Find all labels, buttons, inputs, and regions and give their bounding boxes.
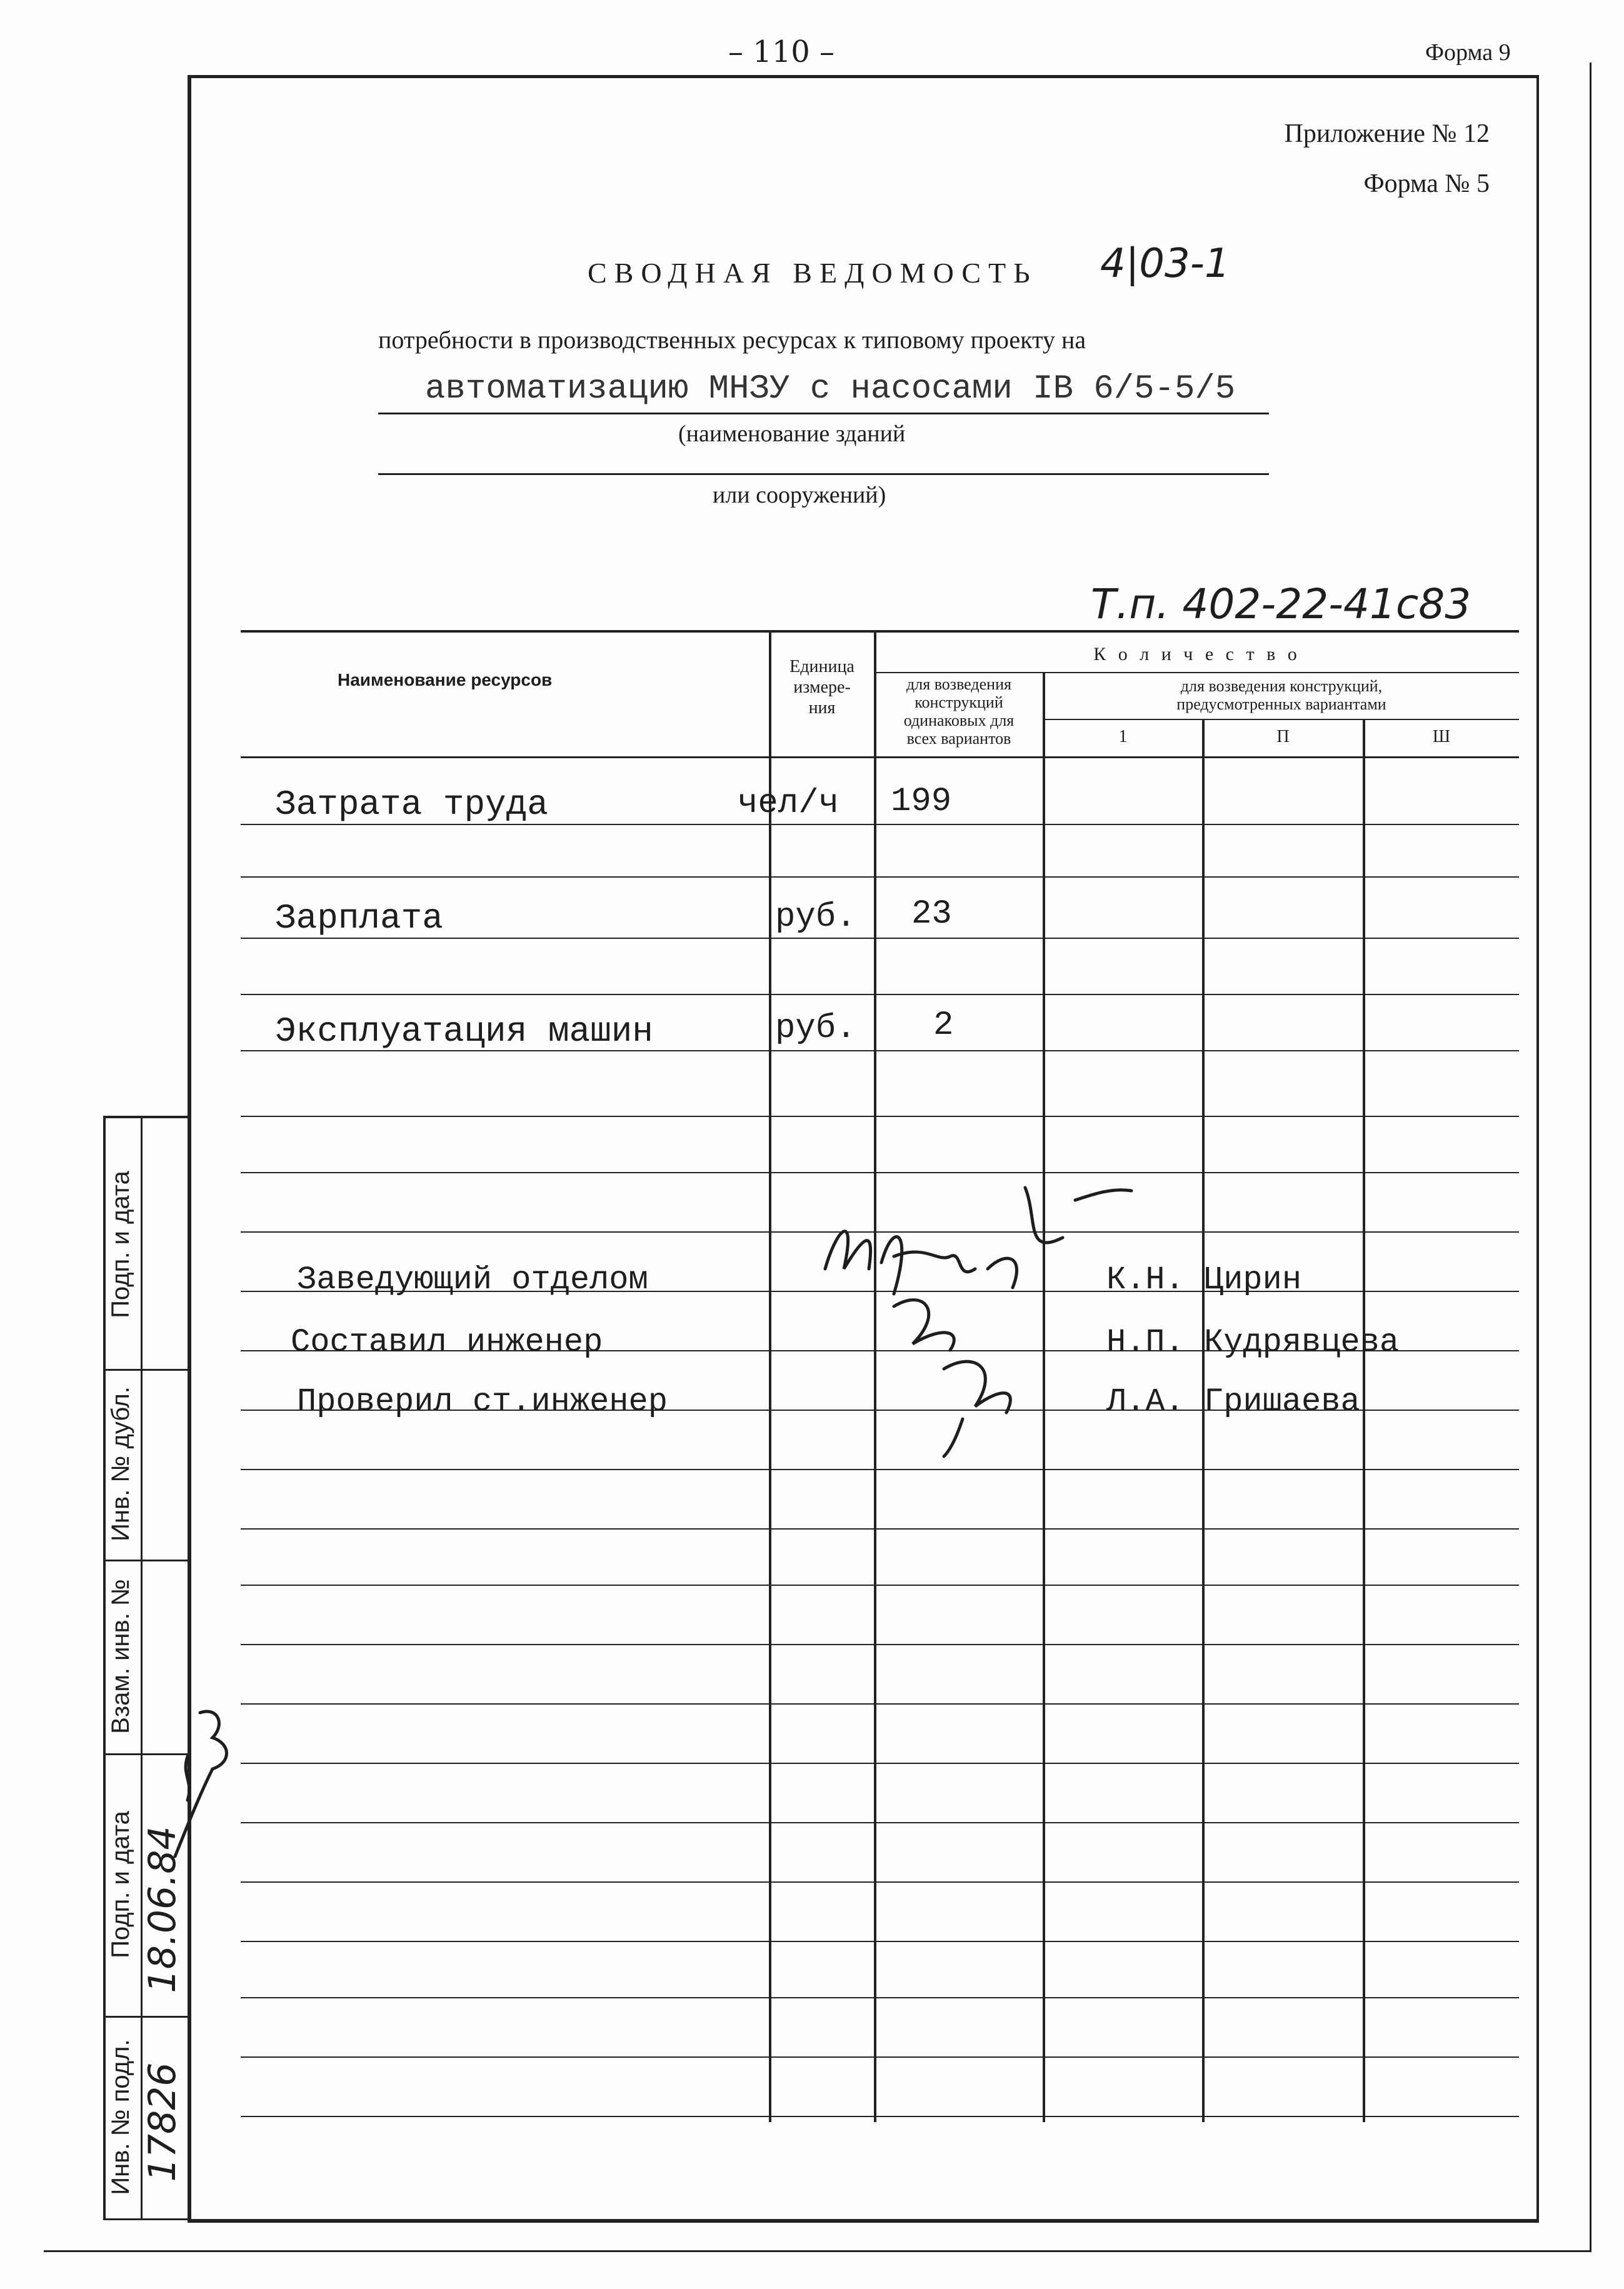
- header-bottom-line: [241, 756, 1519, 758]
- stamp-signature-scribble: [150, 1700, 244, 1863]
- signature-name-1: К.Н. Цирин: [1106, 1261, 1302, 1298]
- document-subtitle: потребности в производственных ресурсах к типовому проекту на: [378, 326, 1086, 354]
- frame-bottom: [188, 2219, 1539, 2223]
- second-underline: [378, 473, 1269, 475]
- row-3-name: Эксплуатация машин: [275, 1011, 653, 1051]
- row-3-unit: руб.: [775, 1009, 856, 1048]
- signature-role-2: Составил инженер: [291, 1324, 603, 1361]
- corner-note: Форма 9: [1425, 39, 1511, 66]
- header-variants: для возведения конструкций, предусмотренных вариантами: [1176, 677, 1386, 713]
- signature-name-2: Н.П. Кудрявцева: [1106, 1324, 1400, 1361]
- page-number: – 110 –: [728, 34, 835, 69]
- outer-bottom: [44, 2250, 1591, 2252]
- caption-line-1: (наименование зданий: [678, 421, 906, 447]
- row-2-unit: руб.: [775, 898, 856, 936]
- form-label: Форма № 5: [1363, 169, 1490, 198]
- stamp-orig-inv: Инв. № подл.: [107, 2039, 134, 2195]
- row-2-common: 23: [911, 895, 952, 933]
- row-1-name: Затрата труда: [275, 784, 548, 824]
- header-resource: Наименование ресурсов: [338, 670, 553, 689]
- row-3-common: 2: [933, 1006, 954, 1044]
- frame-right: [1536, 75, 1539, 2223]
- col-divider-1: [769, 631, 771, 2122]
- caption-line-2: или сооружений): [713, 482, 886, 508]
- signature-role-1: Заведующий отделом: [297, 1261, 648, 1298]
- title-code-handwritten: 4|03-1: [1100, 241, 1230, 287]
- table-top-line: [241, 630, 1519, 633]
- header-common: для возведения конструкций одинаковых для всех вариантов: [903, 675, 1015, 748]
- document-title: СВОДНАЯ ВЕДОМОСТЬ: [588, 257, 1038, 289]
- stamp-dup-inv: Инв. № дубл.: [107, 1386, 134, 1541]
- row-1-unit: чел/ч: [738, 784, 840, 823]
- col-divider-4: [1202, 719, 1205, 2122]
- outer-right: [1590, 63, 1591, 2252]
- stamp-signed-date-1: Подп. и дата: [107, 1171, 134, 1318]
- signature-name-3: Л.А. Гришаева: [1106, 1383, 1360, 1420]
- header-unit: Единица измере- ния: [789, 657, 855, 718]
- stamp-exchange-inv: Взам. инв. №: [107, 1579, 134, 1734]
- header-variant-3: Ш: [1432, 727, 1451, 746]
- signature-role-3: Проверил ст.инженер: [297, 1383, 668, 1420]
- project-name: автоматизацию МНЗУ с насосами IВ 6/5-5/5: [425, 370, 1236, 408]
- frame-top: [188, 75, 1538, 78]
- handwritten-signatures: [800, 1163, 1150, 1463]
- header-variant-1: 1: [1118, 727, 1128, 746]
- row-2-name: Зарплата: [275, 898, 443, 938]
- stamp-signed-date-2: Подп. и дата: [107, 1811, 134, 1958]
- project-name-underline: [378, 413, 1269, 414]
- header-quantity: К о л и ч е с т в о: [1093, 644, 1301, 664]
- row-1-common: 199: [891, 783, 952, 821]
- appendix-label: Приложение № 12: [1284, 119, 1490, 148]
- frame-left: [188, 75, 191, 2223]
- header-variant-2: П: [1276, 727, 1290, 746]
- stamp-inv-handwritten: 17826: [141, 2062, 184, 2182]
- col-divider-5: [1363, 719, 1365, 2122]
- stamp-date-handwritten: 18.06.84: [141, 1826, 184, 1993]
- project-number-handwritten: Т.п. 402-22-41с83: [1091, 580, 1471, 628]
